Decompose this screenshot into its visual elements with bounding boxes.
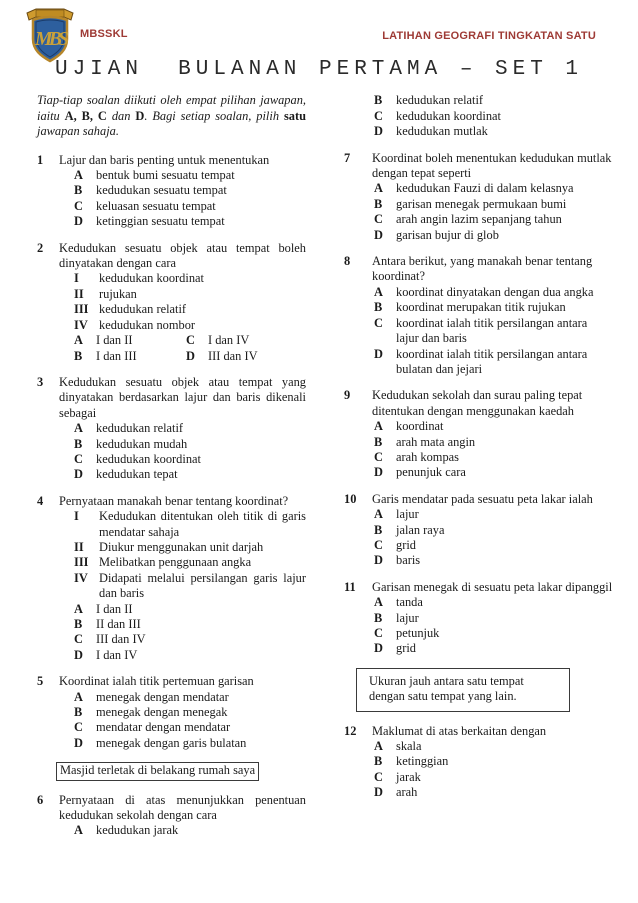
roman-text: Kedudukan ditentukan oleh titik di garis mendatar sahaja <box>99 509 306 539</box>
worksheet-title-label: LATIHAN GEOGRAFI TINGKATAN SATU <box>382 30 596 42</box>
option-letter: C <box>374 626 383 640</box>
option-text: kedudukan koordinat <box>396 108 501 123</box>
option-letter: A <box>374 595 383 610</box>
question <box>37 153 306 230</box>
option-letter: D <box>74 735 83 750</box>
option-letter: B <box>374 610 383 625</box>
option-row <box>372 595 613 610</box>
option-letter: B <box>374 196 383 211</box>
roman-numeral: I <box>74 509 79 524</box>
option-row <box>372 228 613 243</box>
option-letter: A <box>374 284 383 299</box>
option-row <box>372 181 613 196</box>
question-body <box>372 492 613 569</box>
option-text: grid <box>396 641 416 656</box>
option-text: kedudukan tepat <box>96 467 178 482</box>
option-text: kedudukan Fauzi di dalam kelasnya <box>396 181 574 196</box>
option-text: garisan menegak permukaan bumi <box>396 196 567 211</box>
option-text: III dan IV <box>208 348 258 363</box>
question-number <box>344 93 372 139</box>
roman-numeral: III <box>74 555 89 570</box>
option-letter: D <box>374 641 383 656</box>
option-text: grid <box>396 537 416 552</box>
exam-title: UJIAN BULANAN PERTAMA – SET 1 <box>54 58 584 81</box>
question-number: 1 <box>37 152 44 167</box>
question-number: 7 <box>344 150 351 165</box>
roman-numeral: IV <box>74 317 88 332</box>
option-letter: A <box>74 689 83 704</box>
left-column <box>37 93 306 849</box>
option-pair-cell <box>186 333 249 348</box>
question <box>344 254 613 377</box>
option-row <box>59 823 306 838</box>
option-row <box>372 626 613 641</box>
option-letter: A <box>74 601 83 616</box>
option-text: ketinggian <box>396 754 449 769</box>
option-row <box>372 109 613 124</box>
option-text: kedudukan mudah <box>96 436 188 451</box>
option-letter: C <box>374 769 383 784</box>
option-letter: B <box>74 348 83 363</box>
option-row <box>372 507 613 522</box>
question <box>344 388 613 480</box>
option-row <box>59 437 306 452</box>
option-text: arah angin lazim sepanjang tahun <box>396 212 562 227</box>
option-text: baris <box>396 553 421 568</box>
roman-numeral: II <box>74 286 84 301</box>
option-pair-row <box>59 349 306 364</box>
question <box>37 375 306 483</box>
option-letter: C <box>74 198 83 213</box>
roman-text: rujukan <box>99 286 137 301</box>
option-row <box>372 641 613 656</box>
roman-numeral: III <box>74 302 89 317</box>
option-text: I dan II <box>96 333 133 348</box>
option-text: menegak dengan garis bulatan <box>96 735 247 750</box>
option-text: ketinggian sesuatu tempat <box>96 214 225 229</box>
option-pair-cell <box>186 349 258 364</box>
option-text: I dan III <box>96 348 137 363</box>
option-letter: C <box>186 333 195 348</box>
roman-text: kedudukan relatif <box>99 302 187 317</box>
question <box>37 241 306 364</box>
roman-text: Melibatkan penggunaan angka <box>99 555 252 570</box>
option-letter: C <box>374 449 383 464</box>
option-text: koordinat ialah titik persilangan antara lajur dan baris <box>396 315 588 346</box>
option-text: arah <box>396 785 418 800</box>
school-crest-logo <box>24 5 76 63</box>
option-row <box>372 212 613 227</box>
option-text: koordinat merupakan titik rujukan <box>396 300 566 315</box>
option-row <box>372 538 613 553</box>
instructions-bold-segment: A, B, C <box>64 108 107 123</box>
option-letter: B <box>74 436 83 451</box>
option-row <box>59 421 306 436</box>
roman-numeral: I <box>74 271 79 286</box>
option-letter: D <box>74 467 83 482</box>
boxed-statement: Ukuran jauh antara satu tempat dengan satu tempat yang lain. <box>356 668 570 712</box>
option-letter: D <box>74 214 83 229</box>
option-row <box>372 197 613 212</box>
question-stem: Antara berikut, yang manakah benar tentang koordinat? <box>372 254 593 284</box>
option-text: II dan III <box>96 617 141 631</box>
question-body <box>372 254 613 377</box>
option-row <box>372 754 613 769</box>
roman-item <box>59 540 306 555</box>
option-text: I dan IV <box>208 333 250 348</box>
question-body <box>59 494 306 663</box>
question-stem: Garis mendatar pada sesuatu peta lakar ialah <box>372 491 593 506</box>
option-row <box>59 214 306 229</box>
question-stem: Pernyataan di atas menunjukkan penentuan kedudukan sekolah dengan cara <box>59 792 306 823</box>
option-row <box>59 617 306 632</box>
instructions-segment: . Bagi setiap soalan, pilih <box>144 108 284 123</box>
option-row <box>372 450 613 465</box>
option-letter: C <box>374 315 383 330</box>
question-stem: Kedudukan sekolah dan surau paling tepat ditentukan dengan menggunakan kaedah <box>372 388 583 418</box>
instructions-segment: jawapan sahaja. <box>37 124 119 139</box>
question-body <box>372 388 613 480</box>
option-row <box>59 199 306 214</box>
option-letter: B <box>74 705 83 720</box>
option-pair-cell <box>74 333 186 348</box>
instructions-paragraph <box>37 93 306 139</box>
boxed-statement-wrap <box>344 668 613 712</box>
option-text: III dan IV <box>96 632 146 647</box>
option-row <box>372 739 613 754</box>
question-columns <box>0 77 638 849</box>
option-row <box>59 168 306 183</box>
option-row <box>372 785 613 800</box>
question-number: 4 <box>37 493 44 508</box>
option-row <box>59 690 306 705</box>
option-letter: D <box>374 785 383 800</box>
option-row <box>59 736 306 751</box>
question-stem: Kedudukan sesuatu objek atau tempat yang dinyatakan berdasarkan lajur dan baris dikenali sebagai <box>59 374 306 420</box>
question <box>37 494 306 663</box>
option-letter: B <box>374 300 383 315</box>
option-text: lajur <box>396 610 419 625</box>
option-letter: D <box>374 227 383 242</box>
option-letter: A <box>374 739 383 754</box>
question <box>37 793 306 839</box>
option-text: garisan bujur di glob <box>396 227 499 242</box>
option-letter: B <box>74 183 83 198</box>
option-row <box>59 183 306 198</box>
option-text: tanda <box>396 595 423 610</box>
question-body <box>59 375 306 483</box>
option-letter: A <box>74 168 83 183</box>
option-text: jalan raya <box>396 522 445 537</box>
option-letter: B <box>374 522 383 537</box>
option-row <box>372 300 613 315</box>
option-row <box>372 93 613 108</box>
question-stem: Koordinat ialah titik pertemuan garisan <box>59 674 254 689</box>
option-row <box>372 347 613 378</box>
option-text: I dan IV <box>96 647 138 662</box>
roman-text: Didapati melalui persilangan garis lajur dan baris <box>99 570 306 601</box>
option-letter: D <box>74 647 83 662</box>
question <box>344 492 613 569</box>
option-letter: B <box>374 754 383 769</box>
option-row <box>372 285 613 300</box>
option-letter: B <box>374 93 383 108</box>
page-header <box>0 0 638 58</box>
question-stem: Koordinat boleh menentukan kedudukan mutlak dengan tepat seperti <box>372 150 612 181</box>
roman-numeral: IV <box>74 570 88 585</box>
question <box>37 674 306 751</box>
option-text: penunjuk cara <box>396 465 466 480</box>
instructions-bold-segment: D <box>135 108 145 123</box>
option-letter: B <box>74 617 83 631</box>
option-text: skala <box>396 739 422 754</box>
question-body <box>372 93 613 139</box>
option-letter: D <box>374 124 383 139</box>
option-row <box>372 465 613 480</box>
question-stem: Garisan menegak di sesuatu peta lakar dipanggil <box>372 579 613 594</box>
option-row <box>372 611 613 626</box>
option-row <box>59 452 306 467</box>
option-row <box>372 553 613 568</box>
roman-item <box>59 287 306 302</box>
option-letter: D <box>374 465 383 480</box>
option-text: kedudukan sesuatu tempat <box>96 183 227 198</box>
question-stem: Maklumat di atas berkaitan dengan <box>372 723 547 738</box>
option-row <box>59 467 306 482</box>
roman-numeral: II <box>74 539 84 554</box>
instructions-segment: dan <box>106 108 136 123</box>
option-row <box>59 720 306 735</box>
option-text: mendatar dengan mendatar <box>96 720 231 735</box>
roman-item <box>59 318 306 333</box>
svg-text:MBS: MBS <box>34 28 66 50</box>
option-letter: D <box>374 553 383 568</box>
option-letter: B <box>374 434 383 449</box>
question-number: 11 <box>344 579 356 594</box>
question-body <box>372 580 613 657</box>
option-row <box>372 316 613 347</box>
question-body <box>59 793 306 839</box>
option-letter: C <box>74 632 83 647</box>
boxed-statement: Masjid terletak di belakang rumah saya <box>56 762 259 780</box>
option-text: koordinat <box>396 419 444 434</box>
option-text: arah kompas <box>396 449 459 464</box>
option-text: bentuk bumi sesuatu tempat <box>96 168 235 183</box>
option-row <box>372 419 613 434</box>
question-number: 9 <box>344 388 351 403</box>
option-text: I dan II <box>96 601 133 616</box>
question-stem: Kedudukan sesuatu objek atau tempat boleh dinyatakan dengan cara <box>59 240 306 271</box>
option-letter: C <box>374 537 383 552</box>
option-text: petunjuk <box>396 626 440 640</box>
question <box>344 93 613 139</box>
option-text: koordinat ialah titik persilangan antara bulatan dan jejari <box>396 346 588 376</box>
roman-item <box>59 555 306 570</box>
question-stem: Pernyataan manakah benar tentang koordinat? <box>59 493 289 508</box>
option-letter: D <box>374 346 383 361</box>
option-row <box>372 124 613 139</box>
option-text: menegak dengan menegak <box>96 705 228 720</box>
option-row <box>59 632 306 647</box>
question <box>344 151 613 243</box>
option-row <box>59 705 306 720</box>
roman-text: kedudukan koordinat <box>99 271 204 286</box>
option-text: menegak dengan mendatar <box>96 689 229 704</box>
roman-item <box>59 302 306 317</box>
question-number: 2 <box>37 240 44 255</box>
option-letter: C <box>374 212 383 227</box>
option-text: keluasan sesuatu tempat <box>96 198 216 213</box>
question-body <box>59 241 306 364</box>
question-number: 6 <box>37 792 44 807</box>
option-letter: C <box>74 720 83 735</box>
option-letter: C <box>374 108 383 123</box>
option-row <box>372 523 613 538</box>
question-number: 5 <box>37 674 44 689</box>
roman-item <box>59 571 306 602</box>
option-letter: A <box>74 421 83 436</box>
question-number: 10 <box>344 491 357 506</box>
option-text: kedudukan jarak <box>96 823 179 838</box>
boxed-statement-wrap <box>37 762 306 780</box>
question-body <box>59 674 306 751</box>
option-row <box>372 770 613 785</box>
option-text: kedudukan koordinat <box>96 451 201 466</box>
question-body <box>59 153 306 230</box>
roman-text: kedudukan nombor <box>99 317 196 332</box>
option-letter: C <box>74 451 83 466</box>
roman-item <box>59 509 306 540</box>
instructions-bold-segment: satu <box>283 108 306 123</box>
question <box>344 580 613 657</box>
roman-item <box>59 271 306 286</box>
option-row <box>372 435 613 450</box>
school-code-label: MBSSKL <box>80 28 128 40</box>
option-letter: D <box>186 348 195 363</box>
option-pair-row <box>59 333 306 348</box>
option-text: koordinat dinyatakan dengan dua angka <box>396 284 594 299</box>
question-number: 3 <box>37 374 44 389</box>
option-pair-cell <box>74 349 186 364</box>
option-letter: A <box>374 419 383 434</box>
question-number: 12 <box>344 723 357 738</box>
question <box>344 724 613 801</box>
question-number: 8 <box>344 254 351 269</box>
option-text: kedudukan mutlak <box>396 124 488 139</box>
option-letter: A <box>74 333 83 348</box>
option-text: jarak <box>396 769 421 784</box>
option-text: kedudukan relatif <box>396 93 484 108</box>
instructions-segment: Tiap-tiap soalan diikuti oleh empat pilihan jawapan, iaitu <box>37 93 306 123</box>
option-letter: A <box>374 507 383 522</box>
question-body <box>372 724 613 801</box>
question-body <box>372 151 613 243</box>
option-letter: A <box>74 823 83 838</box>
option-text: arah mata angin <box>396 434 476 449</box>
roman-text: Diukur menggunakan unit darjah <box>99 539 264 554</box>
option-letter: A <box>374 181 383 196</box>
right-column <box>344 93 613 849</box>
option-text: kedudukan relatif <box>96 421 184 436</box>
option-row <box>59 602 306 617</box>
option-text: lajur <box>396 507 419 522</box>
question-stem: Lajur dan baris penting untuk menentukan <box>59 152 270 167</box>
option-row <box>59 648 306 663</box>
